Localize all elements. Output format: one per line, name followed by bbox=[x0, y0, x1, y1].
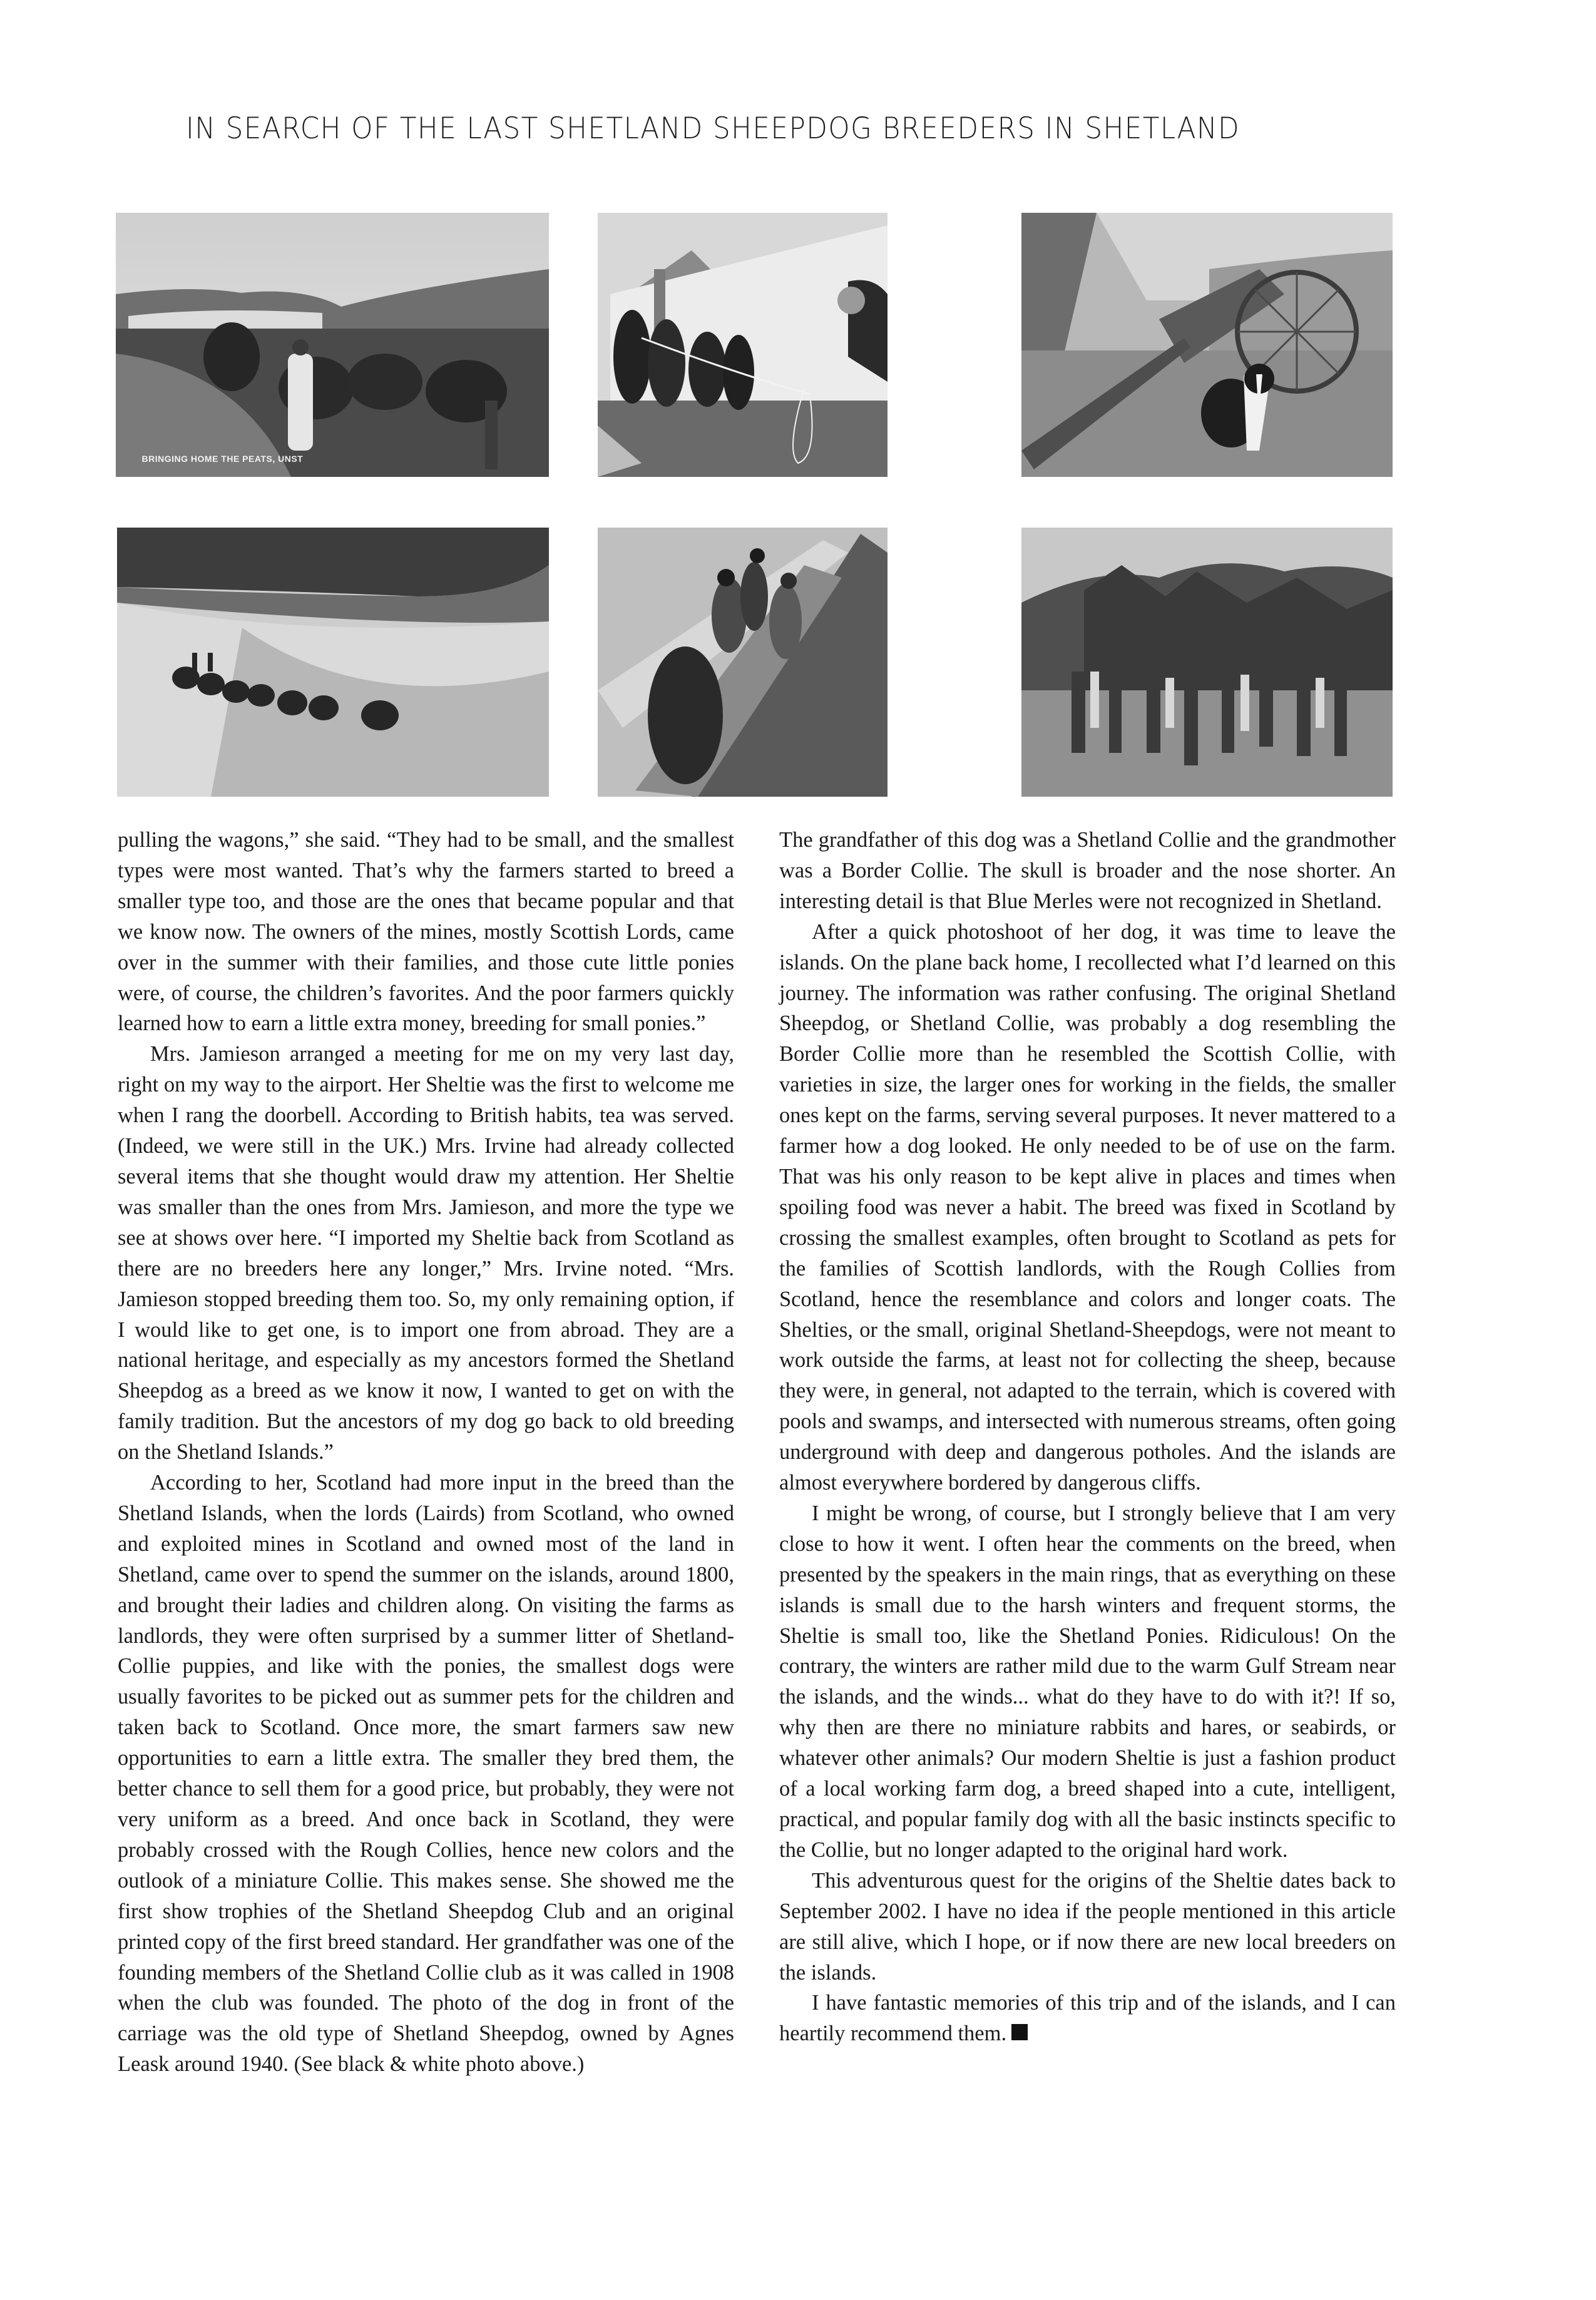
photo-ponies-barn-image bbox=[598, 213, 888, 477]
photo-caption: BRINGING HOME THE PEATS, UNST bbox=[141, 453, 304, 464]
photo-dog-cart-image bbox=[1021, 213, 1393, 477]
paragraph: After a quick photoshoot of her dog, it was time to leave the islands. On the plane back home, I recollected what I’d learned on this journey. The information was rather confusing. The original Shetland Sheepdog, or Shetland Collie, was probably a dog resembling the Border Collie more than he resembled the Scottish Collie, with varieties in size, the larger ones for working in the fields, the smaller ones kept on the farms, serving several purposes. It never mattered to a farmer how a dog looked. He only needed to be of use on the farm. That was his only reason to be kept alive in places and times when spoiling food was never a habit. The breed was fixed in Scotland by crossing the smallest examples, often brought to Scotland as pets for the families of Scottish landlords, with the Rough Collies from Scotland, hence the resemblance and colors and longer coats. The Shelties, or the small, original Shetland-Sheepdogs, were not meant to work outside the farms, at least not for collecting the sheep, because they were, in general, not adapted to the terrain, which is covered with pools and swamps, and intersected with numerous streams, often going underground with deep and dangerous potholes. And the islands are almost everywhere bordered by dangerous cliffs. bbox=[779, 919, 1396, 1495]
black-square-end-icon bbox=[1011, 2024, 1028, 2040]
paragraph-text: I have fantastic memories of this trip and of the islands, and I can heartily recommend them. bbox=[779, 1991, 1396, 2046]
photo-ponies-at-barn bbox=[598, 213, 888, 477]
photo-pony-in-boat bbox=[598, 528, 888, 797]
photo-dog-with-cart bbox=[1021, 213, 1393, 477]
running-title: IN SEARCH OF THE LAST SHETLAND SHEEPDOG BREEDERS IN SHETLAND bbox=[186, 111, 1240, 146]
paragraph: This adventurous quest for the origins of the Sheltie dates back to September 2002. I have no idea if the people mentioned in this article are still alive, which I hope, or if now there are new local breeders on the islands. bbox=[779, 1868, 1396, 1985]
photo-beach-ponies bbox=[117, 528, 549, 797]
photo-bringing-home-peats bbox=[116, 213, 549, 477]
paragraph: Mrs. Jamieson arranged a meeting for me on my very last day, right on my way to the airport. Her Sheltie was the first to welcome me when I rang the doorbell. According to British habits, tea was served. (Indeed, we were still in the UK.) Mrs. Irvine had already collected several items that she thought would draw my attention. Her Sheltie was smaller than the ones from Mrs. Jamieson, and more the type we see at shows over here. “I imported my Sheltie back from Scotland as there are no breeders here any longer,” Mrs. Irvine noted. “Mrs. Jamieson stopped breeding them too. So, my only remaining option, if I would like to get one, is to import one from abroad. They are a national heritage, and especially as my ancestors formed the Shetland Sheepdog as a breed as we know it now, I wanted to get on with the family tradition. But the ancestors of my dog go back to old breeding on the Shetland Islands.” bbox=[118, 1042, 734, 1464]
paragraph: According to her, Scotland had more input in the breed than the Shetland Islands, when the lords (Lairds) from Scotland, who owned and exploited mines in Scotland and owned most of the land in Shetland, came over to spend the summer on the islands, around 1800, and brought their ladies and children along. On visiting the farms as landlords, they were often surprised by a summer litter of Shetland-Collie puppies, and like with the ponies, the smallest dogs were usually favorites to be picked out as summer pets for the children and taken back to Scotland. Once more, the smart farmers saw new opportunities to earn a little extra. The smaller they bred them, the better chance to sell them for a good price, but probably, they were not very uniform as a breed. And once back in Scotland, they were probably crossed with the Rough Collies, hence new colors and the outlook of a miniature Collie. This makes sense. She showed me the first show trophies of the Shetland Sheepdog Club and an original printed copy of the first breed standard. Her grandfather was one of the founding members of the Shetland Collie club as it was called in 1908 when the club was founded. The photo of the dog in front of the carriage was the old type of Shetland Sheepdog, owned by Agnes Leask around 1940. (See black & white photo above.) bbox=[118, 1471, 734, 2077]
paragraph: The grandfather of this dog was a Shetland Collie and the grandmother was a Border Collie. The skull is broader and the nose shorter. An interesting detail is that Blue Merles were not recognized in Shetland. bbox=[779, 828, 1396, 913]
photo-peats-image bbox=[116, 213, 549, 477]
photo-rocky-shore-crowd bbox=[1021, 528, 1393, 797]
photo-boat-pony-image bbox=[598, 528, 888, 797]
article-column-right bbox=[779, 825, 1396, 2049]
paragraph: I might be wrong, of course, but I strongly believe that I am very close to how it went. I often hear the comments on the breed, when presented by the speakers in the main rings, that as everything on these islands is small due to the harsh winters and frequent storms, the Sheltie is small too, like the Shetland Ponies. Ridiculous! On the contrary, the winters are rather mild due to the warm Gulf Stream near the islands, and the winds... what do they have to do with it?! If so, why then are there no miniature rabbits and hares, or seabirds, or whatever other animals? Our modern Sheltie is just a fashion product of a local working farm dog, a breed shaped into a cute, intelligent, practical, and popular family dog with all the basic instincts specific to the Collie, but no longer adapted to the original hard work. bbox=[779, 1501, 1396, 1862]
photo-beach-ponies-image bbox=[117, 528, 549, 797]
photo-rocky-shore-image bbox=[1021, 528, 1393, 797]
article-column-left bbox=[118, 825, 734, 2080]
paragraph-last bbox=[779, 1988, 1396, 2049]
paragraph: pulling the wagons,” she said. “They had to be small, and the smallest types were most wanted. That’s why the farmers started to breed a smaller type too, and those are the ones that became popular and that we know now. The owners of the mines, mostly Scottish Lords, came over in the summer with their families, and those cute little ponies were, of course, the children’s favorites. And the poor farmers quickly learned how to earn a little extra money, breeding for small ponies.” bbox=[118, 828, 734, 1036]
